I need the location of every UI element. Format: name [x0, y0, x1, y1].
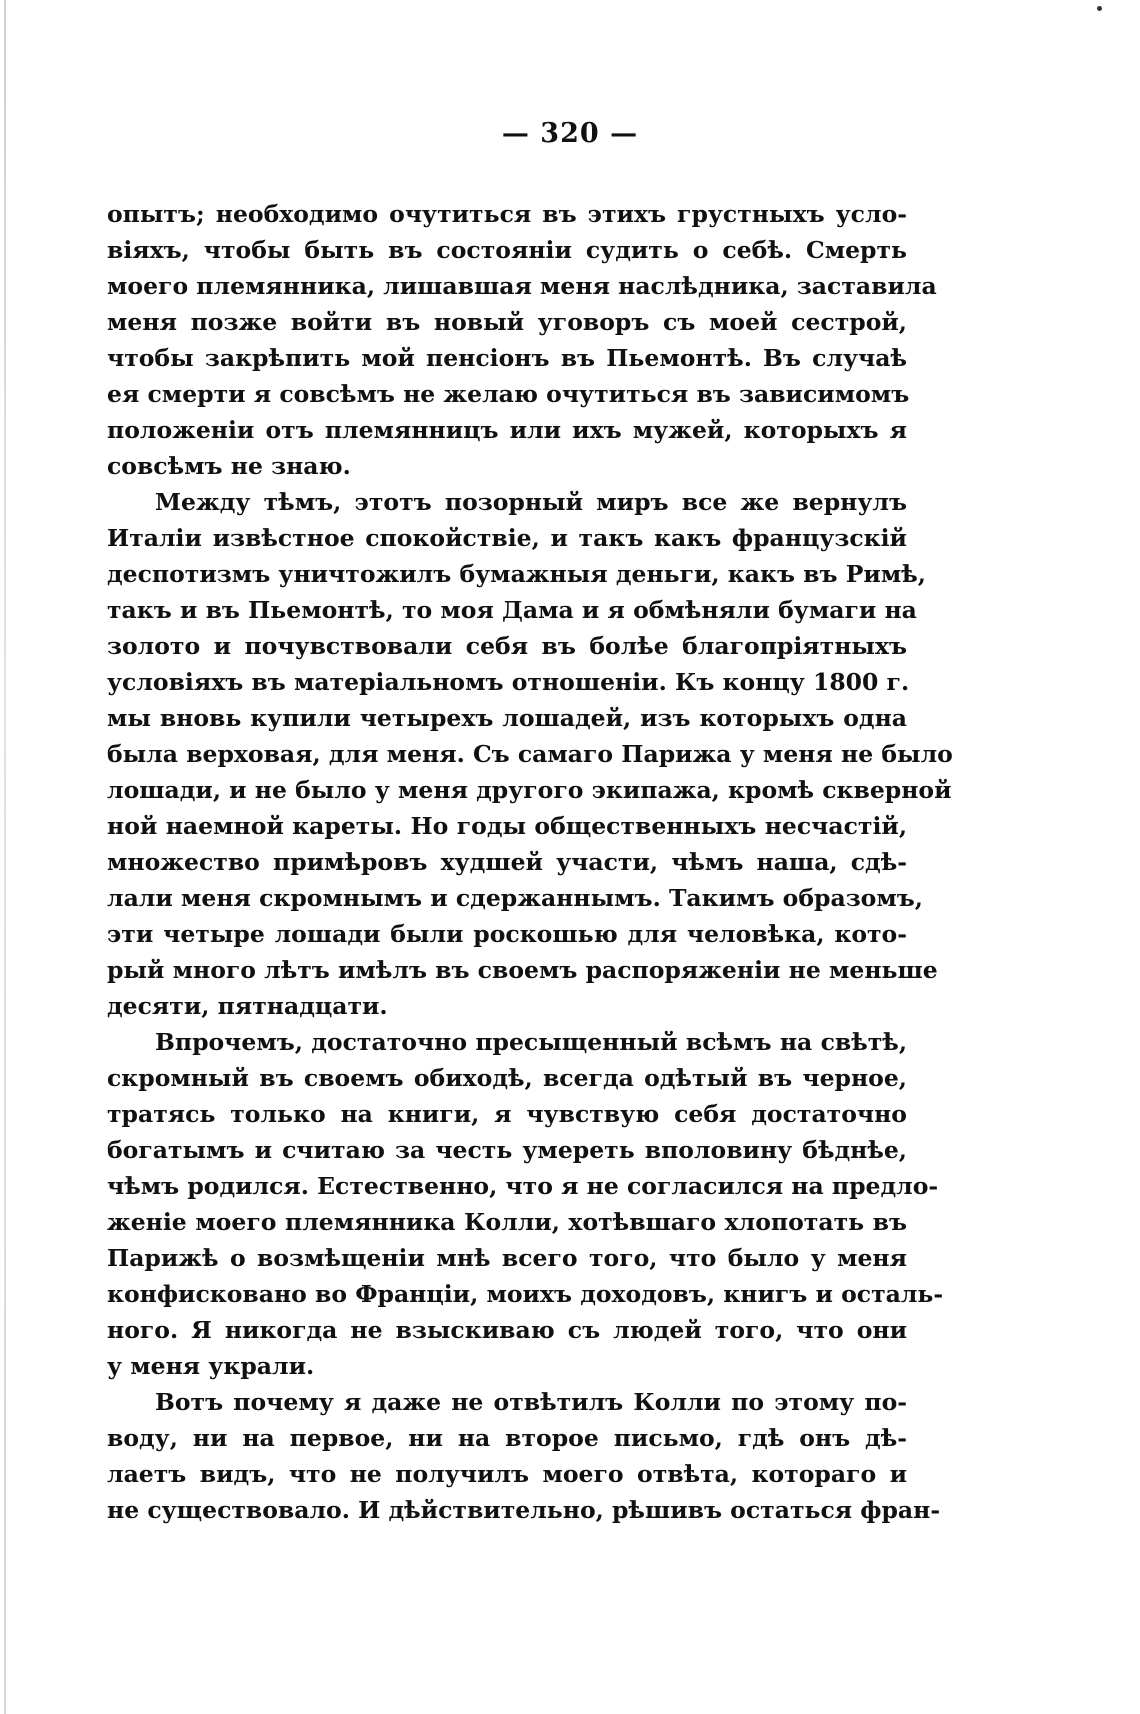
text-line: Парижѣ о возмѣщеніи мнѣ всего того, что было у меня — [107, 1244, 907, 1272]
text-line: лаетъ видъ, что не получилъ моего отвѣта, котораго и — [107, 1460, 907, 1488]
text-line: мы вновь купили четырехъ лошадей, изъ которыхъ одна — [107, 704, 907, 732]
text-line: золото и почувствовали себя въ болѣе благопріятныхъ — [107, 632, 907, 660]
text-line: условіяхъ въ матеріальномъ отношеніи. Къ концу 1800 г. — [107, 668, 910, 696]
text-line: Вотъ почему я даже не отвѣтилъ Колли по этому по- — [155, 1388, 907, 1416]
text-line: женіе моего племянника Колли, хотѣвшаго хлопотать въ — [107, 1208, 907, 1236]
text-line: чѣмъ родился. Естественно, что я не согласился на предло- — [107, 1172, 939, 1200]
body-text — [107, 196, 953, 1528]
text-line: рый много лѣтъ имѣлъ въ своемъ распоряженіи не меньше — [107, 956, 938, 984]
text-line: эти четыре лошади были роскошью для человѣка, кото- — [107, 920, 907, 948]
text-line: Италіи извѣстное спокойствіе, и такъ какъ французскій — [107, 524, 907, 552]
text-line: віяхъ, чтобы быть въ состояніи судить о себѣ. Смерть — [107, 236, 907, 264]
text-line: тратясь только на книги, я чувствую себя достаточно — [107, 1100, 907, 1128]
text-line: деспотизмъ уничтожилъ бумажныя деньги, какъ въ Римѣ, — [107, 560, 926, 588]
page-number: — 320 — — [501, 118, 639, 149]
text-line: скромный въ своемъ обиходѣ, всегда одѣтый въ черное, — [107, 1064, 907, 1092]
text-line: не существовало. И дѣйствительно, рѣшивъ остаться фран- — [107, 1496, 941, 1524]
text-line: десяти, пятнадцати. — [107, 992, 388, 1020]
text-line: множество примѣровъ худшей участи, чѣмъ наша, сдѣ- — [107, 848, 907, 876]
text-line: у меня украли. — [107, 1352, 315, 1380]
text-line: лошади, и не было у меня другого экипажа, кромѣ скверной — [107, 776, 952, 804]
text-line: ного. Я никогда не взыскиваю съ людей того, что они — [107, 1316, 907, 1344]
text-line: ея смерти я совсѣмъ не желаю очутиться въ зависимомъ — [107, 380, 910, 408]
text-line: положеніи отъ племянницъ или ихъ мужей, которыхъ я — [107, 416, 907, 444]
text-line: Между тѣмъ, этотъ позорный миръ все же вернулъ — [155, 488, 907, 516]
text-line: совсѣмъ не знаю. — [107, 452, 351, 480]
text-line: конфисковано во Франціи, моихъ доходовъ, книгъ и осталь- — [107, 1280, 944, 1308]
text-line: богатымъ и считаю за честь умереть вполовину бѣднѣе, — [107, 1136, 907, 1164]
text-line: такъ и въ Пьемонтѣ, то моя Дама и я обмѣняли бумаги на — [107, 596, 917, 624]
text-line: лали меня скромнымъ и сдержаннымъ. Такимъ образомъ, — [107, 884, 923, 912]
text-line: Впрочемъ, достаточно пресыщенный всѣмъ на свѣтѣ, — [155, 1028, 907, 1056]
scan-speck — [1097, 6, 1102, 11]
text-line: была верховая, для меня. Съ самаго Парижа у меня не было — [107, 740, 953, 768]
text-line: моего племянника, лишавшая меня наслѣдника, заставила — [107, 272, 937, 300]
text-line: опытъ; необходимо очутиться въ этихъ грустныхъ усло- — [107, 200, 907, 228]
text-line: ной наемной кареты. Но годы общественныхъ несчастій, — [107, 812, 907, 840]
text-line: чтобы закрѣпить мой пенсіонъ въ Пьемонтѣ. Въ случаѣ — [107, 344, 907, 372]
text-line: воду, ни на первое, ни на второе письмо, гдѣ онъ дѣ- — [107, 1424, 907, 1452]
text-line: меня позже войти въ новый уговоръ съ моей сестрой, — [107, 308, 907, 336]
scan-left-edge — [4, 0, 6, 1714]
